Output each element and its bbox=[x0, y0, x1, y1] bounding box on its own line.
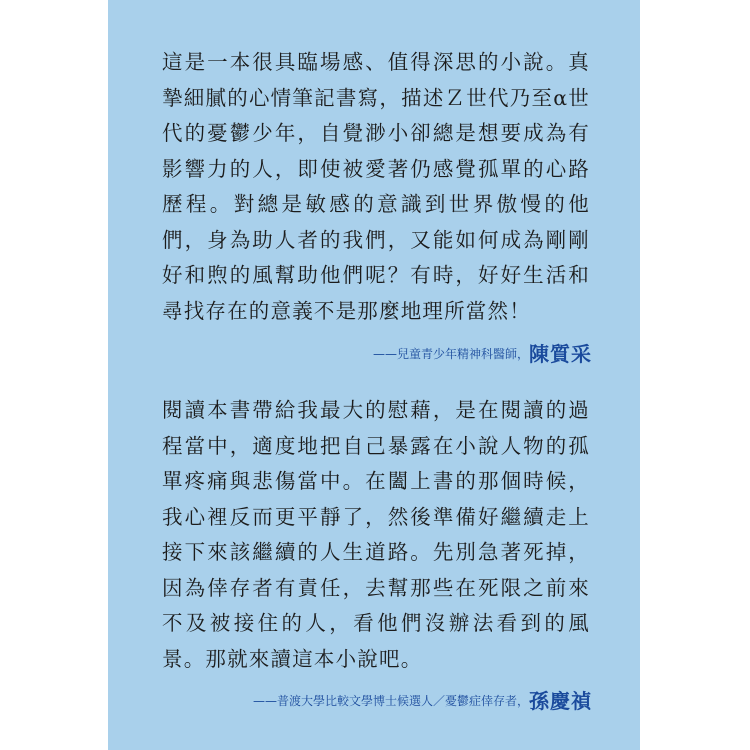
review-1-credit-name: 陳質采 bbox=[529, 342, 592, 366]
review-1-credit-title: ——兒童青少年精神科醫師， bbox=[372, 347, 529, 361]
review-2-credit bbox=[253, 685, 592, 714]
review-1-text: 這是一本很具臨場感、值得深思的小說。真摯細膩的心情筆記書寫，描述Ｚ世代乃至α世代的憂鬱少年，自覺渺小卻總是想要成為有影響力的人，即使被愛著仍感覺孤單的心路歷程。對總是敏感的意識到世界傲慢的他們，身為助人者的我們，又能如何成為剛剛好和煦的風幫助他們呢？有時，好好生活和尋找存在的意義不是那麼地理所當然！ bbox=[162, 50, 590, 323]
back-cover-panel bbox=[108, 0, 640, 750]
review-2-credit-title: ——普渡大學比較文學博士候選人／憂鬱症倖存者， bbox=[252, 694, 529, 708]
review-2-credit-name: 孫慶禎 bbox=[529, 689, 592, 713]
review-2-text: 閱讀本書帶給我最大的慰藉，是在閱讀的過程當中，適度地把自己暴露在小說人物的孤單疼痛與悲傷當中。在闔上書的那個時候，我心裡反而更平靜了，然後準備好繼續走上接下來該繼續的人生道路。先別急著死掉，因為倖存者有責任，去幫那些在死限之前來不及被接住的人，看他們沒辦法看到的風景。那就來讀這本小說吧。 bbox=[162, 398, 590, 671]
review-1-credit bbox=[373, 338, 592, 367]
